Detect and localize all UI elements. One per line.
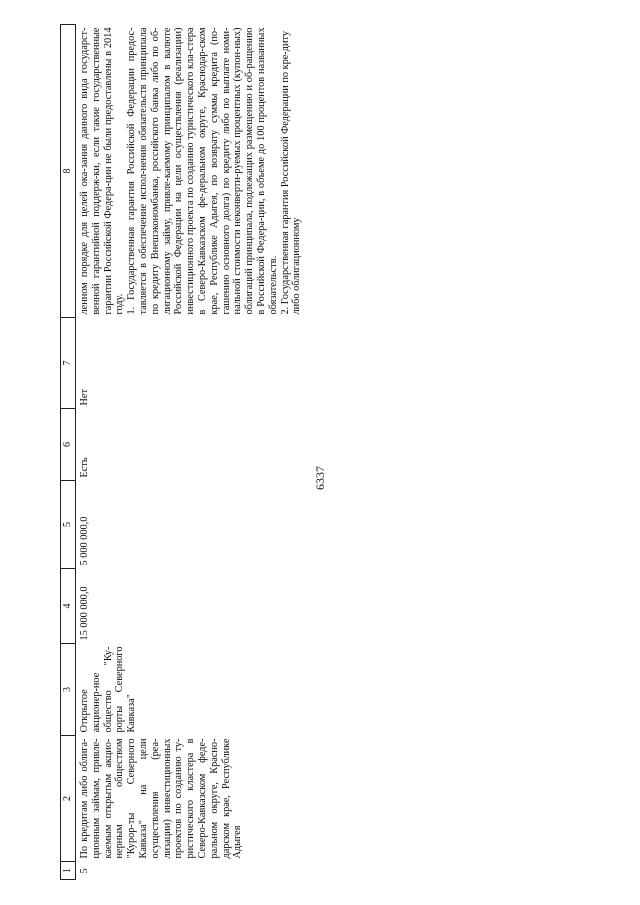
conditions-item-2: 2. Государственная гарантия Российской Федерации по кре-диту либо облигационному: [279, 31, 303, 315]
page-number: 6337: [313, 466, 327, 490]
col-header-4: 4: [61, 569, 76, 644]
col-header-1: 1: [61, 862, 76, 880]
total-amount: 15 000 000,0: [79, 586, 90, 641]
conditions-item-1: 1. Государственная гарантия Российской Федерации предос-тавляется в обеспечение испол-нения обязательств принципала по кредиту Внешэкономбанка, российского банка либо по об-лигационному займу, привле-каемому принципалом в валюте Российской Федерации на цели осуществления (реализации) инвестиционного проекта по созданию туристического кла-стера в Северо-Кавказском фе-деральном округе, Краснодар-ском крае, Республике Адыгея, по возврату суммы кредита (по-гашению основного долга) по кредиту либо по выплате номи-нальной стоимости неконверти-руемых процентных (купон-ных) облигаций принципала, подлежащих размещению и об-ращению в Российской Федера-ции, в объеме до 100 процентов названных обязательств.: [126, 27, 279, 315]
col-header-2: 2: [61, 736, 76, 862]
guarantee-purpose: По кредитам либо облига-ционным займам, привле-каемым открытым акцио-нерным обществом "Курор-ты Северного Кавказа" на цели осуществления (реа-лизации) инвестиционных проектов по созданию ту-ристического кластера в Северо-Кавказском феде-ральном округе, Красно-дарском крае, Республике Адыгея: [79, 738, 244, 859]
col-header-8: 8: [61, 25, 76, 318]
rotated-page-content: [60, 25, 625, 880]
col-header-6: 6: [61, 409, 76, 481]
guarantee-table: [60, 24, 303, 880]
conditions-continuation: ленном порядке для целей ока-зания данного вида государст-венной гарантийной поддерж-ки, если такие государственные гарантии Российской Федера-ции не были предоставлены в 2014 году.: [79, 27, 126, 315]
col-header-7: 7: [61, 318, 76, 409]
regress-flag: Есть: [79, 457, 90, 478]
column-number-row: [61, 25, 76, 880]
row-number: 5: [79, 868, 90, 874]
col-header-5: 5: [61, 481, 76, 569]
col-header-3: 3: [61, 644, 76, 736]
table-row: [76, 25, 304, 880]
year-amount: 5 000 000,0: [79, 516, 90, 566]
collateral-flag: Нет: [79, 388, 90, 406]
principal-name: Открытое акционер-ное общество "Ку-рорты Северного Кавказа": [79, 646, 138, 733]
conditions-cell: [76, 25, 304, 318]
